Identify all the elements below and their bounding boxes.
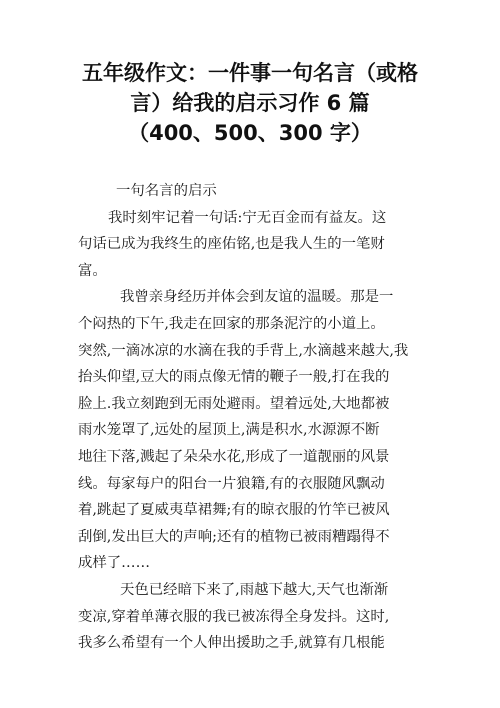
paragraph-line: 地往下落,溅起了朵朵水花,形成了一道靓丽的风景 [78,448,390,465]
paragraph-line: 我多么希望有一个人伸出援助之手,就算有几根能 [78,635,385,652]
paragraph-line: 脸上.我立刻跑到无雨处避雨。望着远处,大地都被 [78,395,390,412]
paragraph-line: 线。每家每户的阳台一片狼籍,有的衣服随风飘动 [78,475,385,492]
title-line-3: （400、500、300 字） [128,121,372,145]
paragraph-line: 天色已经暗下来了,雨越下越大,天气也渐渐 [120,581,389,598]
paragraph-line: 突然,一滴冰凉的水滴在我的手背上,水滴越来越大,我 [78,342,409,359]
paragraph-line: 刮倒,发出巨大的声响;还有的植物已被雨糟蹋得不 [78,528,390,545]
paragraph-line: 富。 [78,262,107,279]
essay-heading: 一句名言的启示 [116,183,217,199]
paragraph-line: 着,跳起了夏威夷草裙舞;有的晾衣服的竹竿已被风 [78,502,390,519]
title-line-1: 五年级作文：一件事一句名言（或格 [82,61,418,85]
paragraph-line: 句话已成为我终生的座佑铭,也是我人生的一笔财 [78,236,385,253]
document-title [40,58,460,148]
paragraph-line: 我时刻牢记着一句话:宁无百金而有益友。这 [108,209,387,226]
paragraph-line: 成样了…… [78,555,150,572]
paragraph-line: 我曾亲身经历并体会到友谊的温暖。那是一 [120,289,394,306]
paragraph-line: 雨水笼罩了,远处的屋顶上,满是积水,水源源不断 [78,422,380,439]
paragraph-line: 抬头仰望,豆大的雨点像无情的鞭子一般,打在我的 [78,369,390,386]
paragraph-line: 变凉,穿着单薄衣服的我已被冻得全身发抖。这时, [78,608,390,625]
paragraph-line: 个闷热的下午,我走在回家的那条泥泞的小道上。 [78,315,385,332]
essay-body [78,178,448,657]
title-line-2: 言）给我的启示习作 6 篇 [130,91,370,115]
